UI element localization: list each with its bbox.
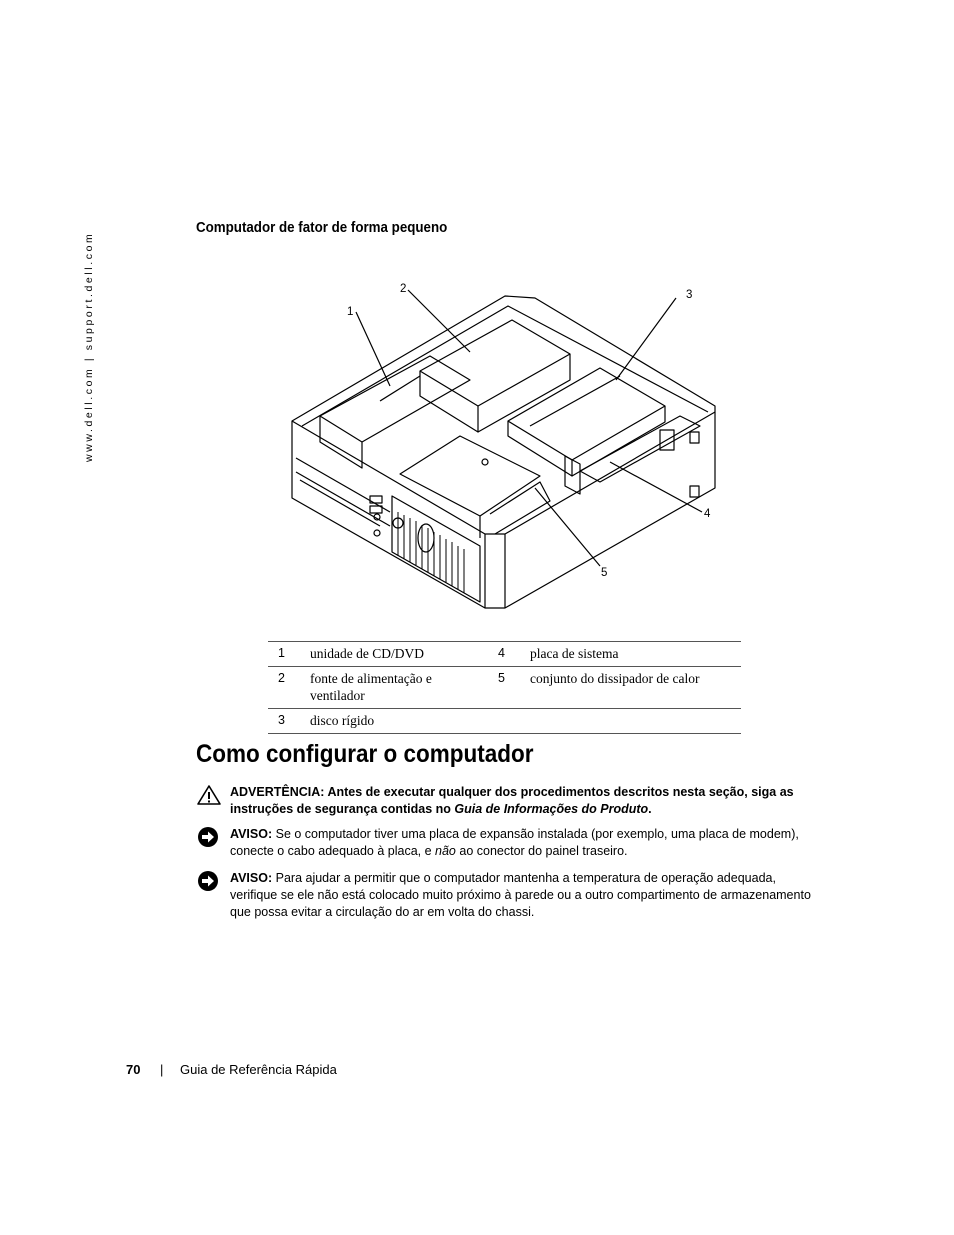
notice-2 bbox=[196, 870, 816, 921]
computer-illustration bbox=[280, 276, 750, 616]
notice-text-end: ao conector do painel traseiro. bbox=[455, 844, 628, 858]
notice-arrow-icon bbox=[196, 870, 222, 897]
notice-label: AVISO: bbox=[230, 827, 273, 841]
legend-label: fonte de alimentação e ventilador bbox=[310, 667, 488, 709]
legend-label: conjunto do dissipador de calor bbox=[530, 667, 741, 709]
legend-label: unidade de CD/DVD bbox=[310, 642, 488, 667]
page-number: 70 bbox=[126, 1062, 141, 1077]
legend-number: 1 bbox=[268, 642, 310, 667]
legend-number: 5 bbox=[488, 667, 530, 709]
warning-triangle-icon bbox=[196, 784, 222, 811]
legend-number: 2 bbox=[268, 667, 310, 709]
table-row bbox=[268, 667, 741, 709]
warning-text-italic: Guia de Informações do Produto bbox=[454, 802, 649, 816]
callout-5: 5 bbox=[601, 567, 608, 579]
callout-2: 2 bbox=[400, 283, 407, 295]
footer-separator: | bbox=[160, 1062, 164, 1077]
table-row bbox=[268, 709, 741, 734]
warning-text: Antes de executar qualquer dos procedimentos descritos nesta seção, siga as instruções de segurança contidas no bbox=[230, 785, 794, 816]
notice-text-italic: não bbox=[435, 844, 456, 858]
notice-1 bbox=[196, 826, 816, 860]
warning-text-end: . bbox=[648, 802, 652, 816]
warning-label: ADVERTÊNCIA: bbox=[230, 785, 325, 799]
legend-table bbox=[268, 641, 741, 734]
legend-label: disco rígido bbox=[310, 709, 488, 734]
legend-number: 4 bbox=[488, 642, 530, 667]
legend-number: 3 bbox=[268, 709, 310, 734]
page-title: Como configurar o computador bbox=[196, 740, 534, 768]
table-row bbox=[268, 642, 741, 667]
legend-label bbox=[530, 709, 741, 734]
notice-label: AVISO: bbox=[230, 871, 273, 885]
notice-arrow-icon bbox=[196, 826, 222, 853]
computer-diagram bbox=[280, 276, 750, 616]
section-subheading: Computador de fator de forma pequeno bbox=[196, 220, 448, 236]
legend-number bbox=[488, 709, 530, 734]
sidebar-url: www.dell.com | support.dell.com bbox=[83, 231, 95, 462]
warning-notice bbox=[196, 784, 816, 818]
footer-doc-title: Guia de Referência Rápida bbox=[180, 1062, 337, 1077]
notice-text: Para ajudar a permitir que o computador mantenha a temperatura de operação adequada, verifique se ele não está colocado muito próximo à parede ou a outro compartimento de armazenamento que possa evitar a circulação do ar em volta do chassi. bbox=[230, 871, 811, 919]
callout-1: 1 bbox=[347, 306, 354, 318]
notice-text: Se o computador tiver uma placa de expansão instalada (por exemplo, uma placa de modem), conecte o cabo adequado à placa, e bbox=[230, 827, 799, 858]
callout-4: 4 bbox=[704, 508, 711, 520]
callout-3: 3 bbox=[686, 289, 693, 301]
legend-label: placa de sistema bbox=[530, 642, 741, 667]
